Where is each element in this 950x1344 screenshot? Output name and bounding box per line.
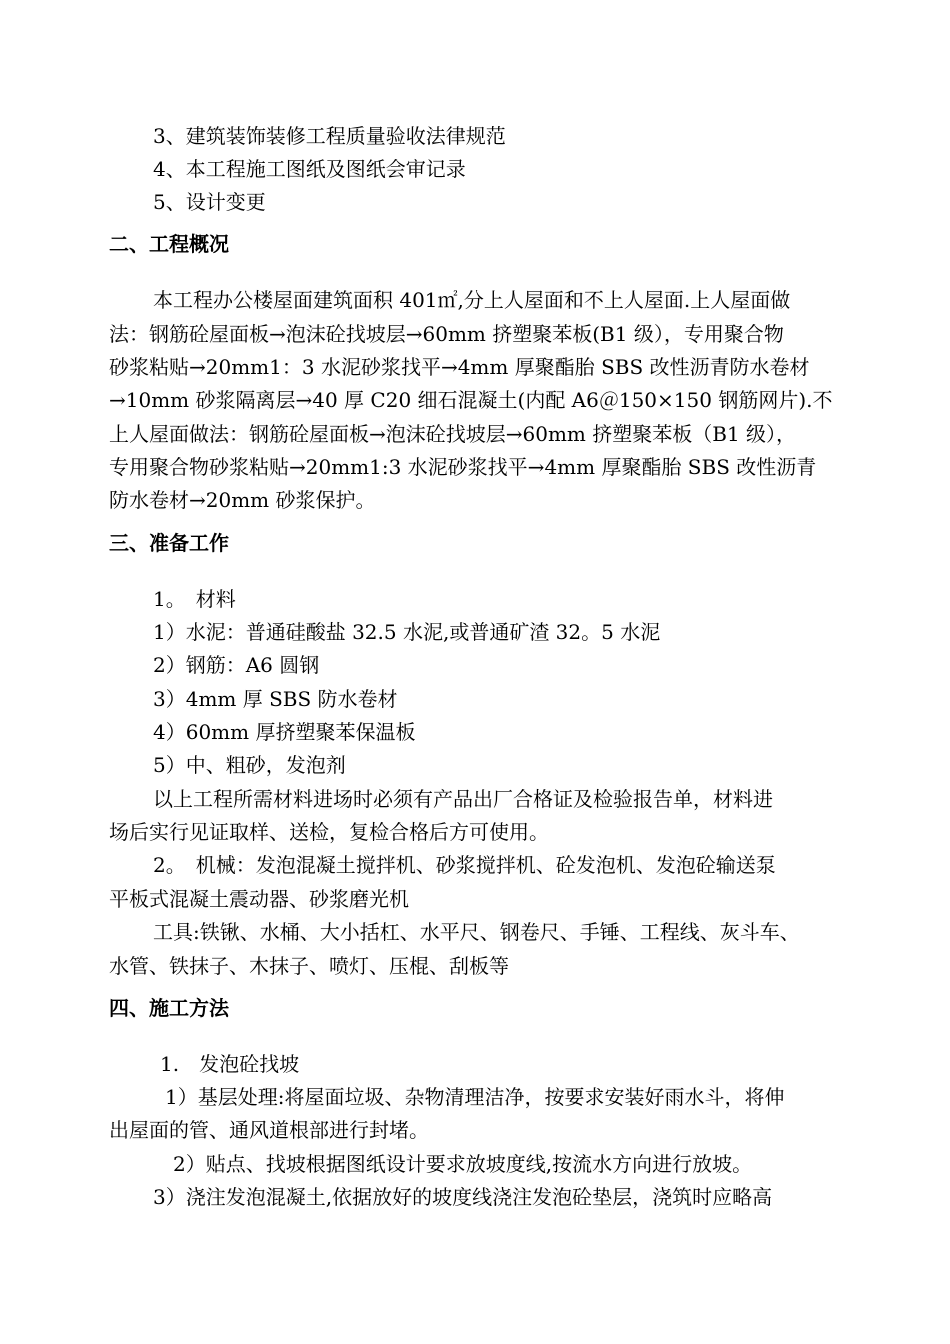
overview-paragraph-line: 专用聚合物砂浆粘贴→20mm1:3 水泥砂浆找平→4mm 厚聚酯胎 SBS 改性沥青 xyxy=(109,455,817,479)
overview-paragraph-line: 上人屋面做法：钢筋砼屋面板→泡沫砼找坡层→60mm 挤塑聚苯板（B1 级）， xyxy=(109,422,797,446)
basis-item-4: 4、本工程施工图纸及图纸会审记录 xyxy=(153,157,466,181)
overview-paragraph-line: 法：钢筋砼屋面板→泡沫砼找坡层→60mm 挤塑聚苯板(B1 级），专用聚合物 xyxy=(109,322,784,346)
section-heading-construction-method: 四、施工方法 xyxy=(109,996,229,1020)
material-item: 5）中、粗砂，发泡剂 xyxy=(153,753,346,777)
material-item: 4）60mm 厚挤塑聚苯保温板 xyxy=(153,720,416,744)
method-step-line: 3）浇注发泡混凝土,依据放好的坡度线浇注发泡砼垫层，浇筑时应略高 xyxy=(153,1185,773,1209)
overview-paragraph-line: 本工程办公楼屋面建筑面积 401㎡,分上人屋面和不上人屋面.上人屋面做 xyxy=(153,288,791,312)
material-item: 2）钢筋：A6 圆钢 xyxy=(153,653,320,677)
material-item: 3）4mm 厚 SBS 防水卷材 xyxy=(153,687,398,711)
tools-line: 工具:铁锹、水桶、大小括杠、水平尺、钢卷尺、手锤、工程线、灰斗车、 xyxy=(153,920,800,944)
machinery-line: 2。 机械：发泡混凝土搅拌机、砂浆搅拌机、砼发泡机、发泡砼输送泵 xyxy=(153,853,776,877)
section-heading-overview: 二、工程概况 xyxy=(109,232,229,256)
tools-line: 水管、铁抹子、木抹子、喷灯、压棍、刮板等 xyxy=(109,954,509,978)
overview-paragraph-line: 砂浆粘贴→20mm1：3 水泥砂浆找平→4mm 厚聚酯胎 SBS 改性沥青防水卷材 xyxy=(109,355,810,379)
section-heading-preparation: 三、准备工作 xyxy=(109,531,229,555)
overview-paragraph-line: →10mm 砂浆隔离层→40 厚 C20 细石混凝土(内配 A6＠150×150 钢筋网片).不 xyxy=(109,388,833,412)
machinery-line: 平板式混凝土震动器、砂浆磨光机 xyxy=(109,887,409,911)
materials-title: 1。 材料 xyxy=(153,587,236,611)
method-step-line: 出屋面的管、通风道根部进行封堵。 xyxy=(109,1118,429,1142)
basis-item-3: 3、建筑装饰装修工程质量验收法律规范 xyxy=(153,124,506,148)
materials-note-line: 场后实行见证取样、送检，复检合格后方可使用。 xyxy=(109,820,549,844)
material-item: 1）水泥：普通硅酸盐 32.5 水泥,或普通矿渣 32。5 水泥 xyxy=(153,620,661,644)
materials-note-line: 以上工程所需材料进场时必须有产品出厂合格证及检验报告单，材料进 xyxy=(153,787,773,811)
basis-item-5: 5、设计变更 xyxy=(153,190,266,214)
method-step-line: 1）基层处理:将屋面垃圾、杂物清理洁净，按要求安装好雨水斗，将伸 xyxy=(165,1085,785,1109)
method-subtitle: 1. 发泡砼找坡 xyxy=(160,1052,300,1076)
overview-paragraph-line: 防水卷材→20mm 砂浆保护。 xyxy=(109,488,376,512)
method-step-line: 2）贴点、找坡根据图纸设计要求放坡度线,按流水方向进行放坡。 xyxy=(173,1152,753,1176)
